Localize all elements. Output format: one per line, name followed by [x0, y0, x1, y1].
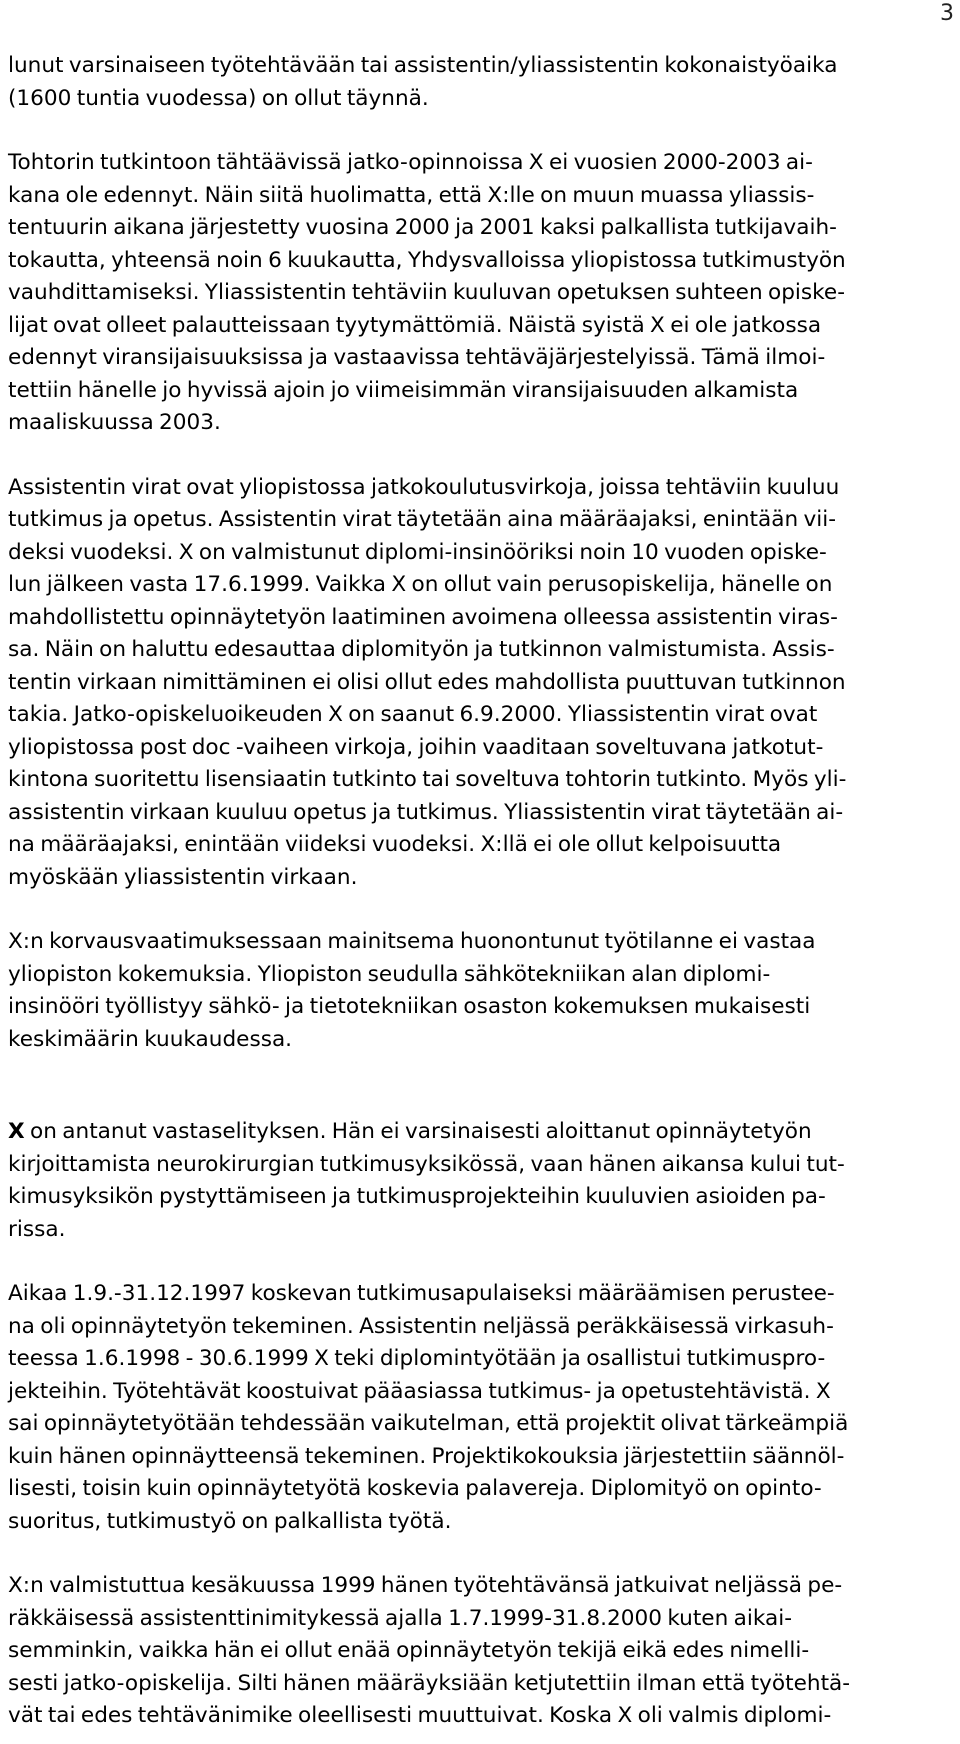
- text-line: yliopistossa post doc -vaiheen virkoja, joihin vaaditaan soveltuvana jatkotut-: [8, 734, 824, 760]
- text-line: lisesti, toisin kuin opinnäytetyötä koskevia palavereja. Diplomityö on opinto-: [8, 1476, 822, 1501]
- text-line: vät tai edes tehtävänimike oleellisesti muuttuivat. Koska X oli valmis diplomi-: [8, 1703, 832, 1728]
- text-line: vauhdittamiseksi. Yliassistentin tehtäviin kuuluvan opetuksen suhteen opiske-: [8, 280, 845, 305]
- text-line: sai opinnäytetyötään tehdessään vaikutelman, että projektit olivat tärkeämpiä: [8, 1411, 849, 1436]
- text-line: rissa.: [8, 1216, 66, 1242]
- text-line: räkkäisessä assistenttinimitykessä ajalla 1.7.1999-31.8.2000 kuten aikai-: [8, 1605, 793, 1631]
- text-line: Aikaa 1.9.-31.12.1997 koskevan tutkimusapulaiseksi määräämisen perustee-: [8, 1281, 835, 1306]
- paragraph-2: [8, 147, 952, 440]
- text-line: jekteihin. Työtehtävät koostuivat pääasiassa tutkimus- ja opetustehtävistä. X: [8, 1378, 831, 1404]
- text-line: Assistentin virat ovat yliopistossa jatkokoulutusvirkoja, joissa tehtäviin kuuluu: [8, 474, 840, 500]
- text-line: assistentin virkaan kuuluu opetus ja tutkimus. Yliassistentin virat täytetään ai-: [8, 799, 844, 825]
- page-number: 3: [940, 1, 954, 26]
- text-line: kana ole edennyt. Näin siitä huolimatta, että X:lle on muun muassa yliassis-: [8, 182, 815, 208]
- text-line: semminkin, vaikka hän ei ollut enää opinnäytetyön tekijä eikä edes nimelli-: [8, 1638, 810, 1663]
- document-body: [8, 50, 952, 1733]
- paragraph-5: [8, 1116, 952, 1246]
- text-line: kuin hänen opinnäytteensä tekeminen. Projektikokouksia järjestettiin säännöl-: [8, 1443, 845, 1469]
- paragraph-3: [8, 472, 952, 895]
- text-line: tokautta, yhteensä noin 6 kuukautta, Yhdysvalloissa yliopistossa tutkimustyön: [8, 247, 846, 273]
- text-line: (1600 tuntia vuodessa) on ollut täynnä.: [8, 85, 429, 111]
- paragraph-6: [8, 1278, 952, 1538]
- text-line: lun jälkeen vasta 17.6.1999. Vaikka X on ollut vain perusopiskelija, hänelle on: [8, 572, 833, 597]
- text-line: insinööri työllistyy sähkö- ja tietotekniikan osaston kokemuksen mukaisesti: [8, 994, 811, 1019]
- text-line: mahdollistettu opinnäytetyön laatiminen avoimena olleessa assistentin viras-: [8, 604, 838, 630]
- paragraph-1: [8, 50, 952, 115]
- text-line: takia. Jatko-opiskeluoikeuden X on saanut 6.9.2000. Yliassistentin virat ovat: [8, 702, 818, 727]
- text-line: sa. Näin on haluttu edesauttaa diplomityön ja tutkinnon valmistumista. Assis-: [8, 637, 835, 662]
- text-line: deksi vuodeksi. X on valmistunut diplomi-insinööriksi noin 10 vuoden opiske-: [8, 539, 827, 565]
- text-line: sesti jatko-opiskelija. Silti hänen määräyksiään ketjutettiin ilman että työtehtä-: [8, 1670, 851, 1696]
- text-line: maaliskuussa 2003.: [8, 410, 221, 435]
- text-line: myöskään yliassistentin virkaan.: [8, 864, 358, 890]
- text-line: keskimäärin kuukaudessa.: [8, 1026, 293, 1052]
- text-line: X:n korvausvaatimuksessaan mainitsema huonontunut työtilanne ei vastaa: [8, 929, 816, 954]
- text-line: na määräajaksi, enintään viideksi vuodeksi. X:llä ei ole ollut kelpoisuutta: [8, 832, 782, 857]
- text-line: tettiin hänelle jo hyvissä ajoin jo viimeisimmän viransijaisuuden alkamista: [8, 377, 799, 403]
- text-line: lunut varsinaiseen työtehtävään tai assistentin/yliassistentin kokonaistyöaika: [8, 53, 838, 78]
- paragraph-7: [8, 1570, 952, 1733]
- text-line: lijat ovat olleet palautteissaan tyytymättömiä. Näistä syistä X ei ole jatkossa: [8, 312, 822, 338]
- text-line: kimusyksikön pystyttämiseen ja tutkimusprojekteihin kuuluvien asioiden pa-: [8, 1184, 826, 1209]
- paragraph-4: [8, 926, 952, 1056]
- text-line: teessa 1.6.1998 - 30.6.1999 X teki diplomintyötään ja osallistui tutkimuspro-: [8, 1346, 826, 1371]
- text-line: na oli opinnäytetyön tekeminen. Assistentin neljässä peräkkäisessä virkasuh-: [8, 1313, 834, 1339]
- party-marker: X: [8, 1119, 25, 1144]
- text-fragment: on antanut vastaselityksen. Hän ei varsinaisesti aloittanut opinnäytetyön: [24, 1119, 812, 1144]
- text-line: edennyt viransijaisuuksissa ja vastaavissa tehtäväjärjestelyissä. Tämä ilmoi-: [8, 345, 826, 370]
- text-line: kintona suoritettu lisensiaatin tutkinto tai soveltuva tohtorin tutkinto. Myös yli-: [8, 767, 847, 792]
- text-line: X:n valmistuttua kesäkuussa 1999 hänen työtehtävänsä jatkuivat neljässä pe-: [8, 1573, 843, 1598]
- text-line: kirjoittamista neurokirurgian tutkimusyksikössä, vaan hänen aikansa kului tut-: [8, 1151, 845, 1177]
- text-line: Tohtorin tutkintoon tähtäävissä jatko-opinnoissa X ei vuosien 2000-2003 ai-: [8, 150, 813, 175]
- text-line: suoritus, tutkimustyö on palkallista työtä.: [8, 1508, 452, 1534]
- text-line: tentin virkaan nimittäminen ei olisi ollut edes mahdollista puuttuvan tutkinnon: [8, 669, 846, 695]
- text-line: tutkimus ja opetus. Assistentin virat täytetään aina määräajaksi, enintään vii-: [8, 507, 837, 532]
- text-line: yliopiston kokemuksia. Yliopiston seudulla sähkötekniikan alan diplomi-: [8, 961, 771, 987]
- text-line: [8, 1116, 952, 1149]
- text-line: tentuurin aikana järjestetty vuosina 2000 ja 2001 kaksi palkallista tutkijavaih-: [8, 215, 837, 240]
